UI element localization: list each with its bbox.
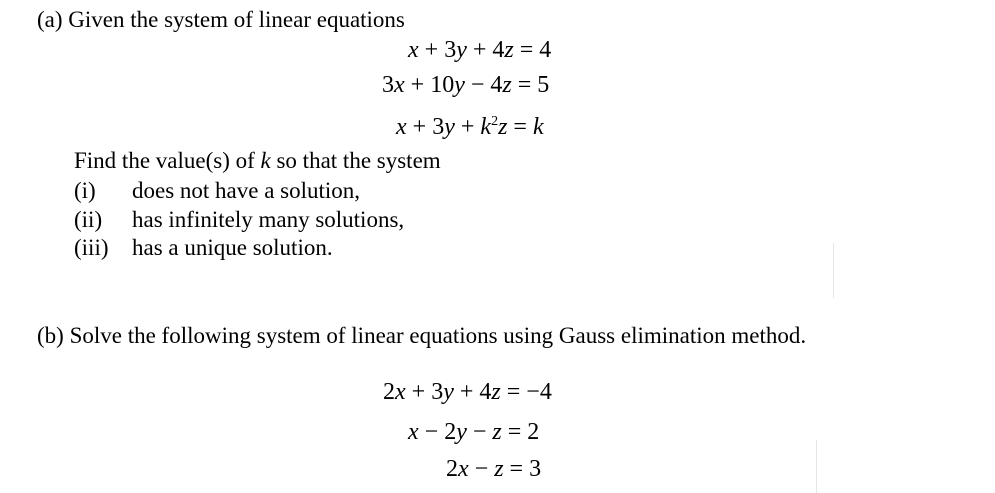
item-number: (iii) bbox=[74, 235, 109, 260]
item-text: has infinitely many solutions, bbox=[132, 207, 405, 232]
part-b-equation-1: 2x + 3y + 4z = −4 bbox=[383, 379, 552, 405]
part-a-equation-2: 3x + 10y − 4z = 5 bbox=[382, 72, 550, 98]
part-a-equation-3: $x + 3y + k^2z = k$ bbox=[396, 114, 544, 140]
item-text: does not have a solution, bbox=[132, 178, 361, 203]
part-a-prompt: Find the value(s) of k so that the system bbox=[74, 148, 441, 173]
part-b-equation-3: 2x − z = 3 bbox=[446, 456, 542, 482]
part-a-heading: (a) Given the system of linear equations bbox=[37, 7, 405, 32]
item-text: has a unique solution. bbox=[132, 235, 333, 260]
part-b-heading: (b) Solve the following system of linear equations using Gauss elimination method. bbox=[37, 323, 807, 348]
part-a-item-iii bbox=[74, 235, 333, 261]
part-a-equation-1: x + 3y + 4z = 4 bbox=[408, 37, 552, 63]
item-number: (i) bbox=[74, 178, 96, 203]
part-b-equation-2: x − 2y − z = 2 bbox=[408, 419, 540, 445]
item-number: (ii) bbox=[74, 207, 103, 232]
divider-line bbox=[816, 440, 817, 493]
part-a-item-ii bbox=[74, 207, 404, 233]
divider-line bbox=[833, 243, 834, 298]
part-a-item-i bbox=[74, 178, 360, 204]
